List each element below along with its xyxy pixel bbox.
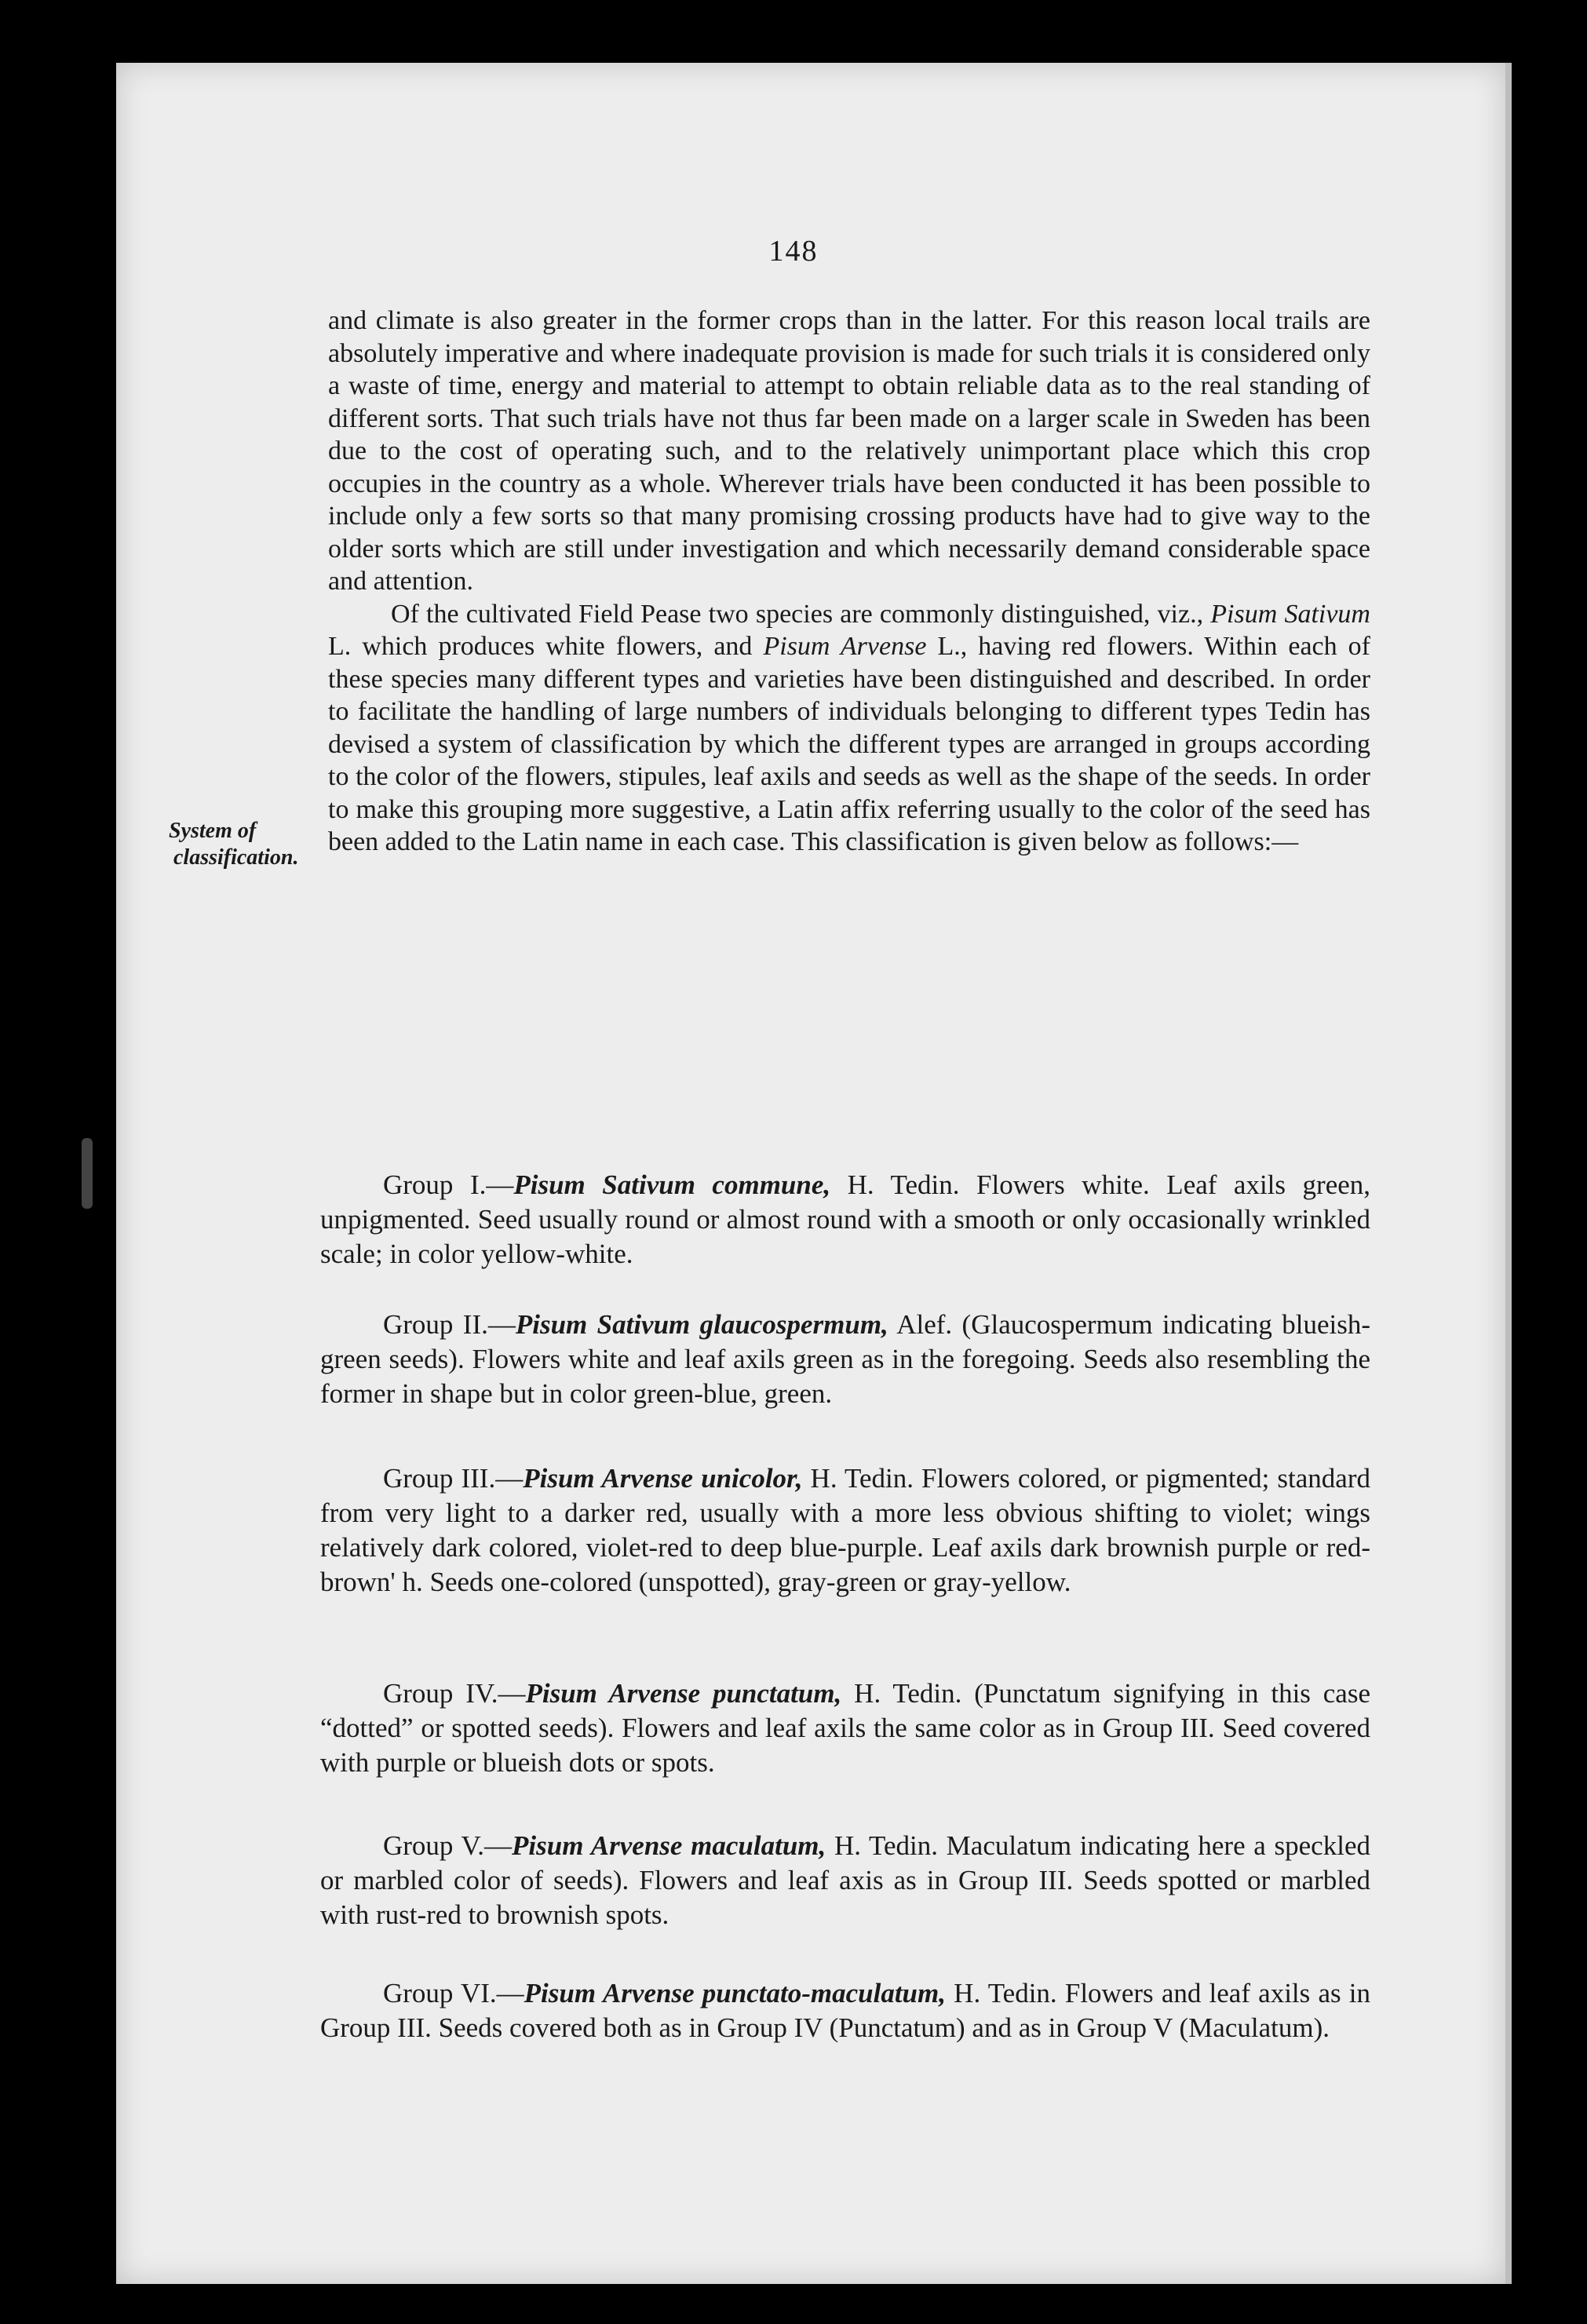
group-name: Pisum Arvense maculatum, [512, 1830, 826, 1861]
group-name: Pisum Sativum glaucospermum, [515, 1309, 888, 1340]
margin-note-line: classification. [173, 845, 299, 870]
margin-note [169, 818, 330, 871]
main-text [328, 305, 1370, 859]
group-name: Pisum Arvense punctatum, [525, 1678, 842, 1709]
paragraph-field-pease [328, 598, 1370, 859]
group-entry [320, 1976, 1370, 2045]
group-entry [320, 1676, 1370, 1780]
group-description: H. Tedin. Maculatum indicating here a speckled or marbled color of seeds). Flowers and leaf axis as in Group III. Seeds spotted or marbled with rust-red to brownish spots. [320, 1830, 1370, 1930]
group-description: H. Tedin. Flowers and leaf axils as in Group III. Seeds covered both as in Group IV (Punctatum) and as in Group V (Maculatum). [320, 1978, 1370, 2043]
group-entry [320, 1829, 1370, 1932]
group-label: Group VI.— [383, 1978, 524, 2008]
group-name: Pisum Arvense unicolor, [523, 1463, 803, 1494]
group-name: Pisum Arvense punctato-maculatum, [524, 1978, 946, 2008]
group-entry [320, 1308, 1370, 1411]
page-number: 148 [768, 235, 819, 268]
group-label: Group I.— [383, 1169, 514, 1200]
group-name: Pisum Sativum commune, [513, 1169, 831, 1200]
paragraph-climate-trials: and climate is also greater in the former crops than in the latter. For this reason local trails are absolutely imperative and where inadequate provision is made for such trials it is considered only a waste of time, energy and material to attempt to obtain reliable data as to the real standing of different sorts. That such trials have not thus far been made on a larger scale in Sweden has been due to the cost of operating such, and to the relatively unimportant place which this crop occupies in the country as a whole. Wherever trials have been conducted it has been possible to include only a few sorts so that many promising crossing products have had to give way to the older sorts which are still under investigation and which necessarily demand considerable space and attention. [328, 306, 1370, 596]
species-name: Pisum Arvense [763, 632, 927, 661]
group-label: Group II.— [383, 1309, 516, 1340]
paragraph-text: Of the cultivated Field Pease two species are commonly distinguished, viz., [391, 599, 1211, 629]
paragraph-text: L. which produces white flowers, and [328, 632, 764, 661]
group-description: H. Tedin. (Punctatum signifying in this case “dotted” or spotted seeds). Flowers and leaf axils the same color as in Group III. Seed covered with purple or blueish dots or spots. [320, 1678, 1370, 1778]
species-name: Pisum Sativum [1210, 599, 1370, 629]
page-edge [1505, 63, 1512, 2284]
group-description: H. Tedin. Flowers colored, or pigmented; standard from very light to a darker red, usually with a more less obvious shifting to violet; wings relatively dark colored, violet-red to deep blue-purple. Leaf axils dark brownish purple or red-brown' h. Seeds one-colored (unspotted), gray-green or gray-yellow. [320, 1463, 1370, 1597]
binding-mark [82, 1138, 93, 1209]
group-entry [320, 1461, 1370, 1600]
group-label: Group III.— [383, 1463, 524, 1494]
group-entry [320, 1168, 1370, 1271]
margin-note-line: System of [169, 819, 257, 843]
group-label: Group IV.— [383, 1678, 526, 1709]
paragraph-text: L., having red flowers. Within each of these species many different types and varieties have been distinguished and described. In order to facilitate the handling of large numbers of individuals belonging to different types Tedin has devised a system of classification by which the different types are arranged in groups according to the color of the flowers, stipules, leaf axils and seeds as well as the shape of the seeds. In order to make this grouping more suggestive, a Latin affix referring usually to the color of the seed has been added to the Latin name in each case. This classification is given below as follows:— [328, 632, 1371, 856]
group-label: Group V.— [383, 1830, 512, 1861]
group-description: Alef. (Glaucospermum indicating blueish-green seeds). Flowers white and leaf axils green as in the foregoing. Seeds also resembling the former in shape but in color green-blue, green. [320, 1309, 1370, 1409]
group-description: H. Tedin. Flowers white. Leaf axils green, unpigmented. Seed usually round or almost round with a smooth or only occasionally wrinkled scale; in color yellow-white. [320, 1169, 1371, 1269]
